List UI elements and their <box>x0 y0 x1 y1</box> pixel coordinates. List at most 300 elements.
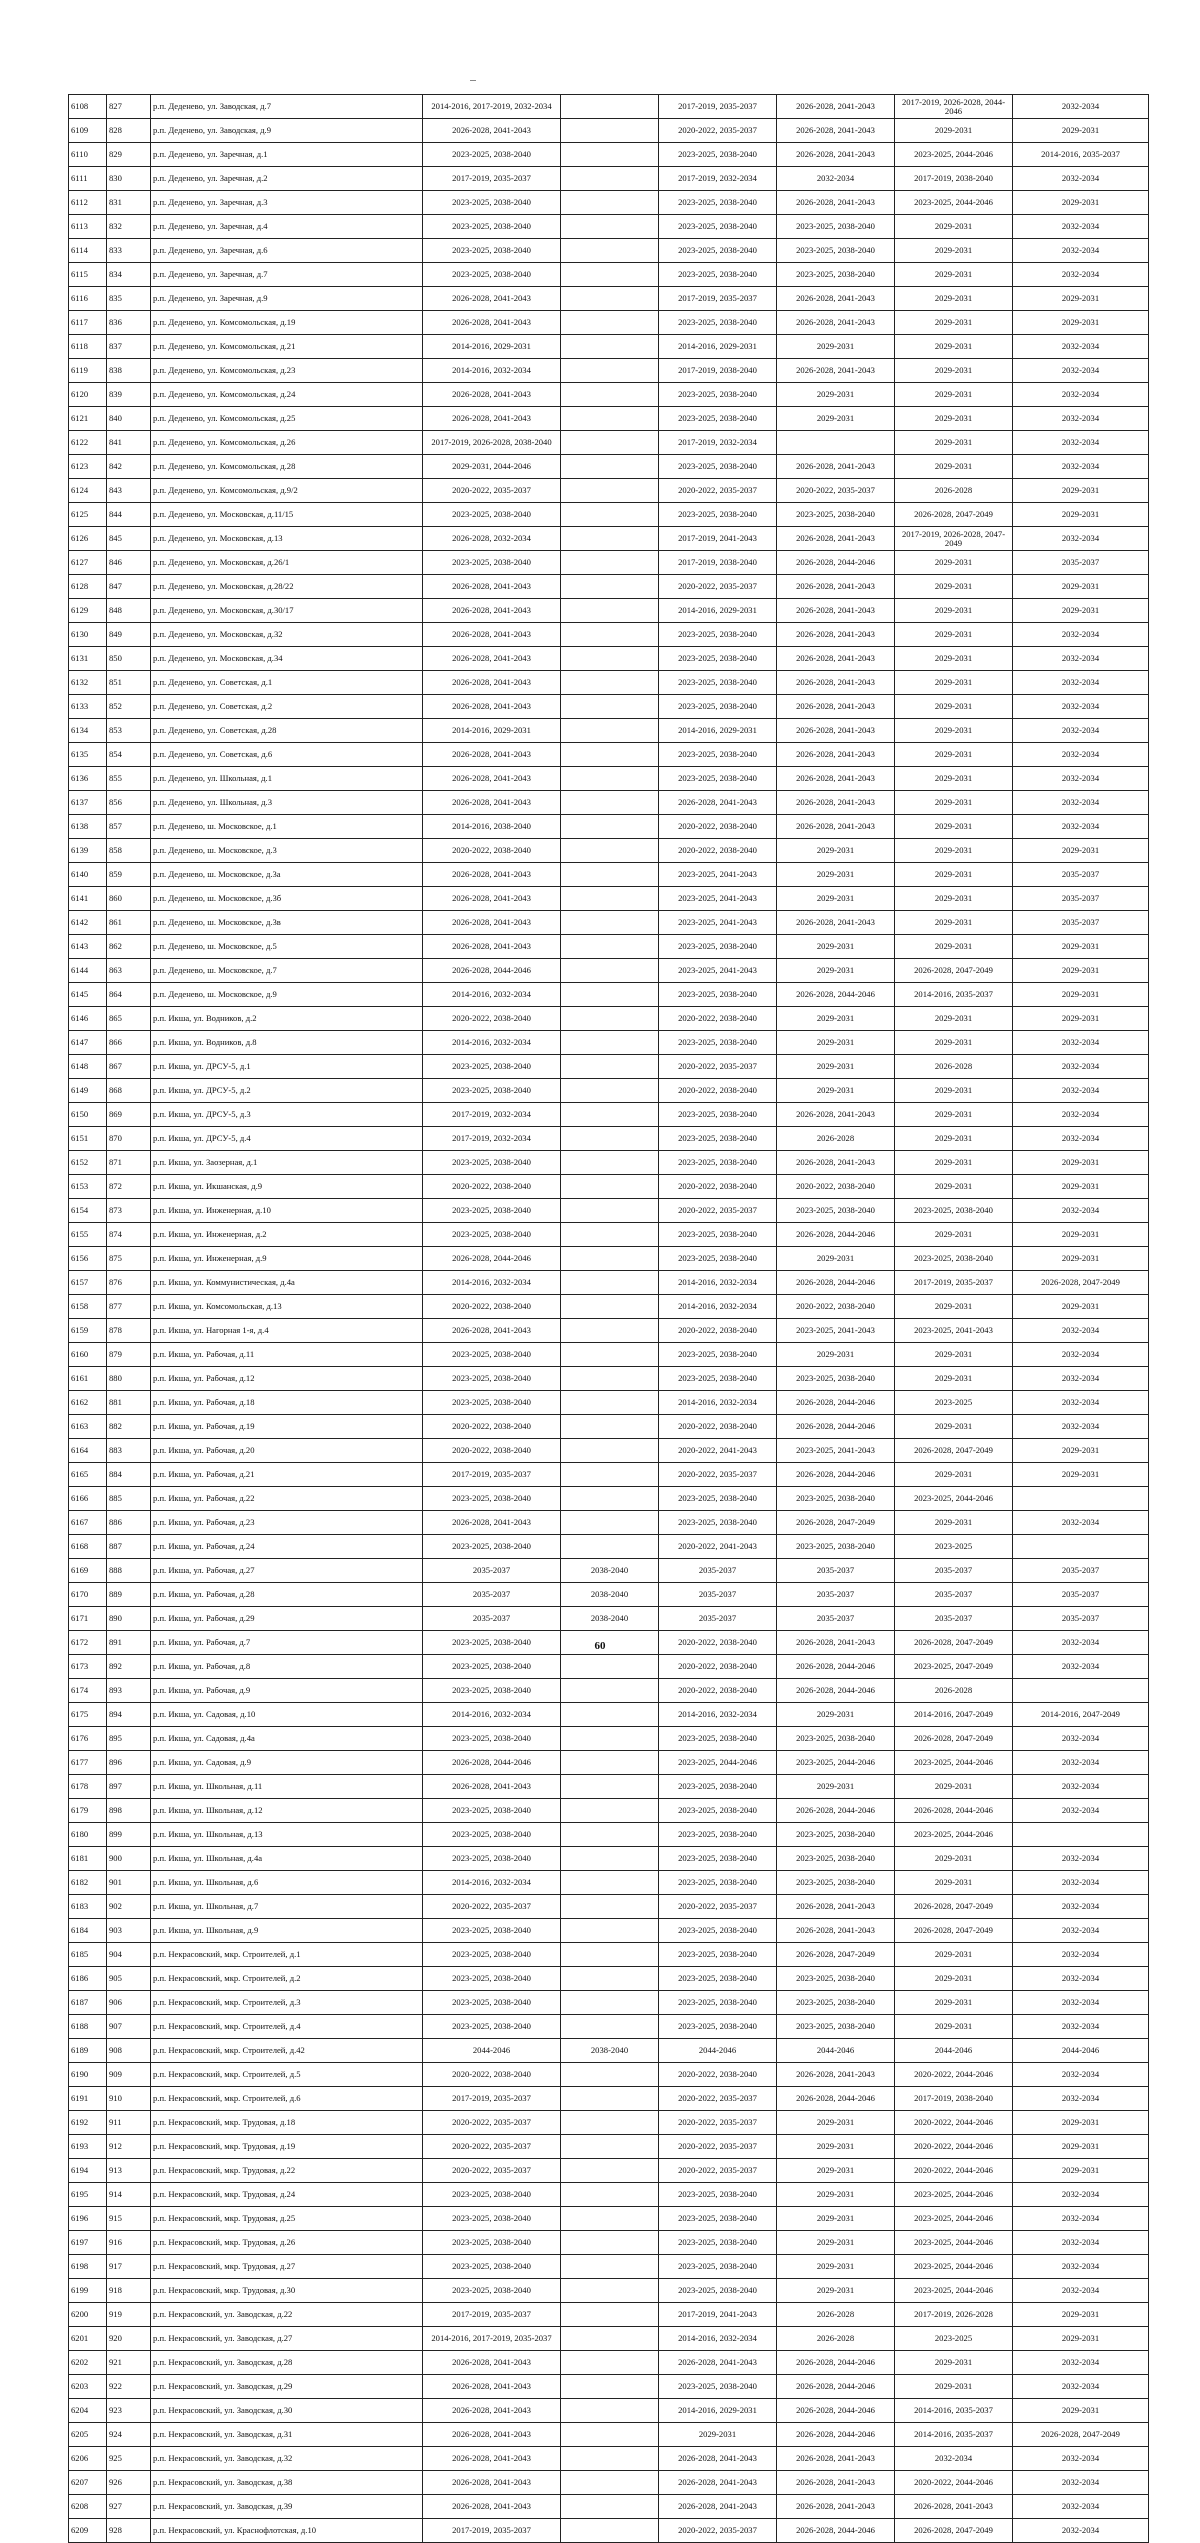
address-cell: р.п. Деденево, ул. Комсомольская, д.19 <box>151 311 423 335</box>
table-row <box>69 1943 1149 1967</box>
period-col-2-cell <box>561 1367 659 1391</box>
period-col-2-cell <box>561 743 659 767</box>
address-cell: р.п. Некрасовский, ул. Заводская, д.32 <box>151 2447 423 2471</box>
period-col-3-cell: 2023-2025, 2038-2040 <box>659 2231 777 2255</box>
period-col-2-cell <box>561 335 659 359</box>
table-row <box>69 1919 1149 1943</box>
address-cell: р.п. Некрасовский, ул. Заводская, д.22 <box>151 2303 423 2327</box>
period-col-6-cell: 2029-2031 <box>1013 1175 1149 1199</box>
period-col-2-cell <box>561 431 659 455</box>
period-col-1-cell: 2026-2028, 2041-2043 <box>423 743 561 767</box>
period-col-2-cell <box>561 479 659 503</box>
table-row <box>69 143 1149 167</box>
period-col-5-cell: 2023-2025, 2044-2046 <box>895 2279 1013 2303</box>
period-col-6-cell: 2032-2034 <box>1013 1319 1149 1343</box>
period-col-6-cell: 2032-2034 <box>1013 2087 1149 2111</box>
period-col-3-cell: 2023-2025, 2038-2040 <box>659 2207 777 2231</box>
table-row <box>69 1151 1149 1175</box>
period-col-6-cell <box>1013 1823 1149 1847</box>
period-col-6-cell: 2032-2034 <box>1013 215 1149 239</box>
period-col-6-cell: 2032-2034 <box>1013 1199 1149 1223</box>
period-col-4-cell: 2023-2025, 2038-2040 <box>777 1847 895 1871</box>
period-col-1-cell: 2026-2028, 2041-2043 <box>423 599 561 623</box>
row-number-cell: 6154 <box>69 1199 107 1223</box>
period-col-3-cell: 2020-2022, 2038-2040 <box>659 1655 777 1679</box>
period-col-2-cell <box>561 1079 659 1103</box>
address-cell: р.п. Икша, ул. Школьная, д.7 <box>151 1895 423 1919</box>
period-col-2-cell <box>561 2207 659 2231</box>
period-col-1-cell: 2026-2028, 2032-2034 <box>423 527 561 551</box>
period-col-3-cell: 2035-2037 <box>659 1583 777 1607</box>
period-col-5-cell: 2020-2022, 2044-2046 <box>895 2135 1013 2159</box>
period-col-5-cell: 2029-2031 <box>895 1967 1013 1991</box>
table-row <box>69 959 1149 983</box>
period-col-2-cell <box>561 1895 659 1919</box>
period-col-3-cell: 2026-2028, 2041-2043 <box>659 2447 777 2471</box>
period-col-6-cell: 2032-2034 <box>1013 239 1149 263</box>
row-number-cell: 6123 <box>69 455 107 479</box>
period-col-1-cell: 2014-2016, 2032-2034 <box>423 1031 561 1055</box>
house-number-cell: 910 <box>107 2087 151 2111</box>
period-col-3-cell: 2026-2028, 2041-2043 <box>659 2495 777 2519</box>
address-cell: р.п. Икша, ул. Рабочая, д.27 <box>151 1559 423 1583</box>
address-cell: р.п. Деденево, ул. Московская, д.28/22 <box>151 575 423 599</box>
period-col-1-cell: 2017-2019, 2032-2034 <box>423 1127 561 1151</box>
period-col-2-cell <box>561 2327 659 2351</box>
house-number-cell: 886 <box>107 1511 151 1535</box>
row-number-cell: 6192 <box>69 2111 107 2135</box>
period-col-3-cell: 2023-2025, 2038-2040 <box>659 1991 777 2015</box>
period-col-1-cell: 2017-2019, 2026-2028, 2038-2040 <box>423 431 561 455</box>
period-col-5-cell: 2029-2031 <box>895 1295 1013 1319</box>
house-number-cell: 895 <box>107 1727 151 1751</box>
address-cell: р.п. Некрасовский, ул. Заводская, д.28 <box>151 2351 423 2375</box>
table-row <box>69 2447 1149 2471</box>
period-col-3-cell: 2023-2025, 2038-2040 <box>659 1799 777 1823</box>
period-col-3-cell: 2026-2028, 2041-2043 <box>659 791 777 815</box>
period-col-3-cell: 2023-2025, 2038-2040 <box>659 1487 777 1511</box>
period-col-3-cell: 2023-2025, 2038-2040 <box>659 407 777 431</box>
period-col-4-cell: 2023-2025, 2038-2040 <box>777 263 895 287</box>
address-cell: р.п. Деденево, ул. Комсомольская, д.25 <box>151 407 423 431</box>
address-cell: р.п. Деденево, ул. Заречная, д.2 <box>151 167 423 191</box>
period-col-4-cell: 2026-2028, 2041-2043 <box>777 911 895 935</box>
row-number-cell: 6205 <box>69 2423 107 2447</box>
period-col-4-cell: 2026-2028 <box>777 2303 895 2327</box>
period-col-5-cell: 2035-2037 <box>895 1559 1013 1583</box>
period-col-2-cell <box>561 167 659 191</box>
period-col-2-cell <box>561 599 659 623</box>
period-col-4-cell: 2029-2031 <box>777 1343 895 1367</box>
table-row <box>69 2399 1149 2423</box>
house-number-cell: 866 <box>107 1031 151 1055</box>
period-col-3-cell: 2023-2025, 2038-2040 <box>659 1823 777 1847</box>
table-row <box>69 215 1149 239</box>
row-number-cell: 6194 <box>69 2159 107 2183</box>
row-number-cell: 6148 <box>69 1055 107 1079</box>
period-col-2-cell <box>561 2255 659 2279</box>
table-row <box>69 2495 1149 2519</box>
house-number-cell: 829 <box>107 143 151 167</box>
period-col-5-cell: 2044-2046 <box>895 2039 1013 2063</box>
period-col-3-cell: 2023-2025, 2038-2040 <box>659 1127 777 1151</box>
period-col-5-cell: 2020-2022, 2044-2046 <box>895 2159 1013 2183</box>
period-col-3-cell: 2023-2025, 2038-2040 <box>659 1727 777 1751</box>
period-col-5-cell: 2020-2022, 2044-2046 <box>895 2471 1013 2495</box>
period-col-4-cell: 2026-2028 <box>777 1127 895 1151</box>
house-number-cell: 832 <box>107 215 151 239</box>
house-number-cell: 892 <box>107 1655 151 1679</box>
house-number-cell: 915 <box>107 2207 151 2231</box>
period-col-1-cell: 2026-2028, 2041-2043 <box>423 695 561 719</box>
period-col-6-cell: 2032-2034 <box>1013 623 1149 647</box>
period-col-3-cell: 2020-2022, 2035-2037 <box>659 1463 777 1487</box>
period-col-5-cell: 2029-2031 <box>895 2351 1013 2375</box>
house-number-cell: 835 <box>107 287 151 311</box>
row-number-cell: 6170 <box>69 1583 107 1607</box>
table-row <box>69 1535 1149 1559</box>
period-col-6-cell: 2032-2034 <box>1013 1391 1149 1415</box>
address-cell: р.п. Деденево, ул. Комсомольская, д.21 <box>151 335 423 359</box>
period-col-3-cell: 2023-2025, 2038-2040 <box>659 1151 777 1175</box>
address-cell: р.п. Деденево, ул. Московская, д.11/15 <box>151 503 423 527</box>
house-number-cell: 925 <box>107 2447 151 2471</box>
table-row <box>69 551 1149 575</box>
period-col-6-cell <box>1013 1679 1149 1703</box>
table-row <box>69 2015 1149 2039</box>
period-col-1-cell: 2026-2028, 2041-2043 <box>423 1319 561 1343</box>
period-col-3-cell: 2023-2025, 2038-2040 <box>659 383 777 407</box>
period-col-4-cell: 2023-2025, 2038-2040 <box>777 2015 895 2039</box>
period-col-1-cell: 2026-2028, 2041-2043 <box>423 767 561 791</box>
period-col-4-cell: 2029-2031 <box>777 887 895 911</box>
period-col-3-cell: 2023-2025, 2041-2043 <box>659 863 777 887</box>
period-col-5-cell: 2029-2031 <box>895 1007 1013 1031</box>
period-col-6-cell: 2029-2031 <box>1013 311 1149 335</box>
period-col-4-cell: 2029-2031 <box>777 2279 895 2303</box>
period-col-5-cell: 2023-2025 <box>895 1391 1013 1415</box>
period-col-2-cell <box>561 455 659 479</box>
address-cell: р.п. Икша, ул. Школьная, д.9 <box>151 1919 423 1943</box>
period-col-1-cell: 2026-2028, 2041-2043 <box>423 383 561 407</box>
period-col-2-cell <box>561 1199 659 1223</box>
row-number-cell: 6116 <box>69 287 107 311</box>
period-col-3-cell: 2023-2025, 2038-2040 <box>659 1103 777 1127</box>
house-number-cell: 887 <box>107 1535 151 1559</box>
table-row <box>69 767 1149 791</box>
house-number-cell: 900 <box>107 1847 151 1871</box>
house-number-cell: 897 <box>107 1775 151 1799</box>
period-col-3-cell: 2020-2022, 2038-2040 <box>659 2063 777 2087</box>
period-col-6-cell: 2032-2034 <box>1013 2495 1149 2519</box>
address-cell: р.п. Деденево, ул. Заречная, д.3 <box>151 191 423 215</box>
house-number-cell: 882 <box>107 1415 151 1439</box>
period-col-1-cell: 2023-2025, 2038-2040 <box>423 1631 561 1655</box>
row-number-cell: 6165 <box>69 1463 107 1487</box>
period-col-6-cell: 2032-2034 <box>1013 1991 1149 2015</box>
table-row <box>69 2087 1149 2111</box>
period-col-6-cell: 2032-2034 <box>1013 2063 1149 2087</box>
table-row <box>69 2519 1149 2543</box>
period-col-6-cell: 2029-2031 <box>1013 1439 1149 1463</box>
period-col-6-cell: 2032-2034 <box>1013 1367 1149 1391</box>
house-number-cell: 836 <box>107 311 151 335</box>
table-row <box>69 1199 1149 1223</box>
period-col-4-cell: 2029-2031 <box>777 335 895 359</box>
period-col-6-cell: 2032-2034 <box>1013 1655 1149 1679</box>
row-number-cell: 6115 <box>69 263 107 287</box>
period-col-3-cell: 2023-2025, 2038-2040 <box>659 1847 777 1871</box>
row-number-cell: 6146 <box>69 1007 107 1031</box>
period-col-2-cell <box>561 503 659 527</box>
house-number-cell: 849 <box>107 623 151 647</box>
period-col-2-cell <box>561 239 659 263</box>
table-row <box>69 1847 1149 1871</box>
period-col-3-cell: 2020-2022, 2038-2040 <box>659 1415 777 1439</box>
period-col-4-cell: 2026-2028, 2044-2046 <box>777 1271 895 1295</box>
row-number-cell: 6156 <box>69 1247 107 1271</box>
period-col-1-cell: 2023-2025, 2038-2040 <box>423 2231 561 2255</box>
period-col-6-cell: 2032-2034 <box>1013 2447 1149 2471</box>
period-col-2-cell <box>561 263 659 287</box>
period-col-3-cell: 2023-2025, 2038-2040 <box>659 143 777 167</box>
row-number-cell: 6206 <box>69 2447 107 2471</box>
row-number-cell: 6157 <box>69 1271 107 1295</box>
table-row <box>69 1583 1149 1607</box>
period-col-1-cell: 2023-2025, 2038-2040 <box>423 1223 561 1247</box>
period-col-5-cell: 2029-2031 <box>895 1103 1013 1127</box>
period-col-4-cell: 2026-2028, 2041-2043 <box>777 743 895 767</box>
row-number-cell: 6155 <box>69 1223 107 1247</box>
period-col-4-cell: 2023-2025, 2038-2040 <box>777 1823 895 1847</box>
row-number-cell: 6113 <box>69 215 107 239</box>
period-col-4-cell: 2023-2025, 2038-2040 <box>777 1871 895 1895</box>
row-number-cell: 6110 <box>69 143 107 167</box>
period-col-2-cell <box>561 671 659 695</box>
period-col-5-cell: 2029-2031 <box>895 2015 1013 2039</box>
period-col-6-cell: 2029-2031 <box>1013 119 1149 143</box>
table-row <box>69 1823 1149 1847</box>
period-col-6-cell: 2032-2034 <box>1013 407 1149 431</box>
period-col-2-cell <box>561 887 659 911</box>
period-col-1-cell: 2023-2025, 2038-2040 <box>423 1055 561 1079</box>
row-number-cell: 6118 <box>69 335 107 359</box>
period-col-1-cell: 2017-2019, 2032-2034 <box>423 1103 561 1127</box>
period-col-5-cell: 2029-2031 <box>895 1031 1013 1055</box>
table-row <box>69 815 1149 839</box>
period-col-4-cell: 2026-2028, 2044-2046 <box>777 2399 895 2423</box>
period-col-1-cell: 2026-2028, 2044-2046 <box>423 959 561 983</box>
address-cell: р.п. Икша, ул. Инженерная, д.2 <box>151 1223 423 1247</box>
row-number-cell: 6175 <box>69 1703 107 1727</box>
house-number-cell: 893 <box>107 1679 151 1703</box>
period-col-4-cell: 2044-2046 <box>777 2039 895 2063</box>
address-cell: р.п. Икша, ул. Водников, д.2 <box>151 1007 423 1031</box>
period-col-4-cell: 2026-2028, 2041-2043 <box>777 1895 895 1919</box>
period-col-1-cell: 2023-2025, 2038-2040 <box>423 143 561 167</box>
table-row <box>69 743 1149 767</box>
period-col-4-cell: 2026-2028, 2041-2043 <box>777 1103 895 1127</box>
period-col-4-cell: 2029-2031 <box>777 383 895 407</box>
period-col-2-cell <box>561 1535 659 1559</box>
address-cell: р.п. Деденево, ш. Московское, д.3 <box>151 839 423 863</box>
period-col-4-cell: 2026-2028, 2041-2043 <box>777 2447 895 2471</box>
period-col-4-cell: 2026-2028, 2041-2043 <box>777 191 895 215</box>
period-col-1-cell: 2023-2025, 2038-2040 <box>423 1943 561 1967</box>
period-col-6-cell: 2032-2034 <box>1013 2207 1149 2231</box>
house-number-cell: 859 <box>107 863 151 887</box>
period-col-1-cell: 2026-2028, 2041-2043 <box>423 311 561 335</box>
address-cell: р.п. Икша, ул. ДРСУ-5, д.1 <box>151 1055 423 1079</box>
address-cell: р.п. Некрасовский, мкр. Строителей, д.5 <box>151 2063 423 2087</box>
period-col-6-cell: 2029-2031 <box>1013 2399 1149 2423</box>
page-number: 60 <box>594 1640 606 1652</box>
house-number-cell: 902 <box>107 1895 151 1919</box>
period-col-1-cell: 2014-2016, 2032-2034 <box>423 359 561 383</box>
period-col-2-cell <box>561 2135 659 2159</box>
period-col-3-cell: 2023-2025, 2041-2043 <box>659 959 777 983</box>
address-cell: р.п. Деденево, ш. Московское, д.3а <box>151 863 423 887</box>
table-row <box>69 2471 1149 2495</box>
house-number-cell: 927 <box>107 2495 151 2519</box>
period-col-6-cell: 2029-2031 <box>1013 479 1149 503</box>
address-cell: р.п. Икша, ул. ДРСУ-5, д.4 <box>151 1127 423 1151</box>
house-number-cell: 905 <box>107 1967 151 1991</box>
house-number-cell: 843 <box>107 479 151 503</box>
period-col-6-cell: 2035-2037 <box>1013 1583 1149 1607</box>
table-row <box>69 2303 1149 2327</box>
period-col-6-cell: 2032-2034 <box>1013 2519 1149 2543</box>
table-row <box>69 1655 1149 1679</box>
house-number-cell: 926 <box>107 2471 151 2495</box>
period-col-1-cell: 2023-2025, 2038-2040 <box>423 191 561 215</box>
table-row <box>69 383 1149 407</box>
period-col-6-cell: 2032-2034 <box>1013 1415 1149 1439</box>
period-col-4-cell: 2026-2028, 2044-2046 <box>777 1679 895 1703</box>
period-col-3-cell: 2023-2025, 2038-2040 <box>659 767 777 791</box>
period-col-2-cell <box>561 1967 659 1991</box>
address-cell: р.п. Некрасовский, ул. Заводская, д.30 <box>151 2399 423 2423</box>
period-col-6-cell: 2029-2031 <box>1013 1007 1149 1031</box>
row-number-cell: 6163 <box>69 1415 107 1439</box>
address-cell: р.п. Деденево, ул. Советская, д.28 <box>151 719 423 743</box>
period-col-1-cell: 2026-2028, 2041-2043 <box>423 2399 561 2423</box>
period-col-3-cell: 2014-2016, 2032-2034 <box>659 2327 777 2351</box>
table-row <box>69 1295 1149 1319</box>
period-col-4-cell: 2029-2031 <box>777 839 895 863</box>
period-col-5-cell: 2017-2019, 2026-2028, 2044-2046 <box>895 95 1013 119</box>
table-row <box>69 695 1149 719</box>
house-number-cell: 864 <box>107 983 151 1007</box>
period-col-6-cell: 2032-2034 <box>1013 2015 1149 2039</box>
period-col-2-cell <box>561 1127 659 1151</box>
house-number-cell: 920 <box>107 2327 151 2351</box>
address-cell: р.п. Некрасовский, мкр. Трудовая, д.27 <box>151 2255 423 2279</box>
house-number-cell: 921 <box>107 2351 151 2375</box>
period-col-6-cell: 2032-2034 <box>1013 1031 1149 1055</box>
period-col-3-cell: 2023-2025, 2038-2040 <box>659 647 777 671</box>
period-col-1-cell: 2026-2028, 2041-2043 <box>423 887 561 911</box>
house-number-cell: 868 <box>107 1079 151 1103</box>
table-row <box>69 839 1149 863</box>
table-row <box>69 1415 1149 1439</box>
period-col-2-cell <box>561 575 659 599</box>
table-row <box>69 287 1149 311</box>
period-col-4-cell: 2026-2028, 2041-2043 <box>777 2495 895 2519</box>
house-number-cell: 928 <box>107 2519 151 2543</box>
period-col-5-cell: 2017-2019, 2038-2040 <box>895 2087 1013 2111</box>
period-col-6-cell: 2032-2034 <box>1013 1775 1149 1799</box>
period-col-1-cell: 2020-2022, 2038-2040 <box>423 1007 561 1031</box>
period-col-5-cell: 2026-2028, 2047-2049 <box>895 1919 1013 1943</box>
address-cell: р.п. Некрасовский, мкр. Трудовая, д.26 <box>151 2231 423 2255</box>
period-col-6-cell: 2032-2034 <box>1013 2231 1149 2255</box>
address-cell: р.п. Некрасовский, мкр. Строителей, д.4 <box>151 2015 423 2039</box>
period-col-5-cell: 2029-2031 <box>895 1127 1013 1151</box>
period-col-4-cell: 2026-2028, 2041-2043 <box>777 791 895 815</box>
period-col-3-cell: 2017-2019, 2032-2034 <box>659 167 777 191</box>
period-col-3-cell: 2014-2016, 2032-2034 <box>659 1703 777 1727</box>
row-number-cell: 6122 <box>69 431 107 455</box>
table-row <box>69 1343 1149 1367</box>
period-col-3-cell: 2023-2025, 2041-2043 <box>659 911 777 935</box>
table-row <box>69 479 1149 503</box>
period-col-6-cell: 2035-2037 <box>1013 863 1149 887</box>
table-body <box>69 95 1149 2543</box>
address-cell: р.п. Икша, ул. Водников, д.8 <box>151 1031 423 1055</box>
row-number-cell: 6208 <box>69 2495 107 2519</box>
period-col-3-cell: 2014-2016, 2029-2031 <box>659 2399 777 2423</box>
period-col-2-cell <box>561 647 659 671</box>
period-col-4-cell: 2020-2022, 2038-2040 <box>777 1295 895 1319</box>
row-number-cell: 6193 <box>69 2135 107 2159</box>
table-row <box>69 2039 1149 2063</box>
period-col-4-cell: 2026-2028, 2041-2043 <box>777 815 895 839</box>
house-number-cell: 871 <box>107 1151 151 1175</box>
period-col-5-cell: 2023-2025, 2044-2046 <box>895 2183 1013 2207</box>
period-col-3-cell: 2020-2022, 2035-2037 <box>659 479 777 503</box>
house-number-cell: 883 <box>107 1439 151 1463</box>
period-col-5-cell: 2026-2028, 2047-2049 <box>895 1895 1013 1919</box>
address-cell: р.п. Некрасовский, мкр. Трудовая, д.25 <box>151 2207 423 2231</box>
house-number-cell: 896 <box>107 1751 151 1775</box>
period-col-5-cell: 2029-2031 <box>895 1415 1013 1439</box>
period-col-4-cell: 2026-2028, 2041-2043 <box>777 767 895 791</box>
address-cell: р.п. Деденево, ш. Московское, д.9 <box>151 983 423 1007</box>
table-row <box>69 431 1149 455</box>
period-col-4-cell: 2029-2031 <box>777 2111 895 2135</box>
period-col-6-cell: 2029-2031 <box>1013 839 1149 863</box>
period-col-5-cell: 2029-2031 <box>895 887 1013 911</box>
period-col-4-cell: 2026-2028, 2041-2043 <box>777 1151 895 1175</box>
period-col-3-cell: 2023-2025, 2041-2043 <box>659 887 777 911</box>
period-col-1-cell: 2017-2019, 2035-2037 <box>423 1463 561 1487</box>
period-col-5-cell: 2023-2025, 2044-2046 <box>895 2255 1013 2279</box>
row-number-cell: 6159 <box>69 1319 107 1343</box>
period-col-3-cell: 2023-2025, 2038-2040 <box>659 695 777 719</box>
house-number-cell: 898 <box>107 1799 151 1823</box>
house-number-cell: 842 <box>107 455 151 479</box>
address-cell: р.п. Икша, ул. Школьная, д.4а <box>151 1847 423 1871</box>
house-number-cell: 884 <box>107 1463 151 1487</box>
period-col-1-cell: 2026-2028, 2041-2043 <box>423 2375 561 2399</box>
address-cell: р.п. Некрасовский, ул. Заводская, д.27 <box>151 2327 423 2351</box>
period-col-1-cell: 2017-2019, 2035-2037 <box>423 167 561 191</box>
table-row <box>69 1727 1149 1751</box>
period-col-6-cell: 2032-2034 <box>1013 359 1149 383</box>
house-number-cell: 899 <box>107 1823 151 1847</box>
row-number-cell: 6187 <box>69 1991 107 2015</box>
